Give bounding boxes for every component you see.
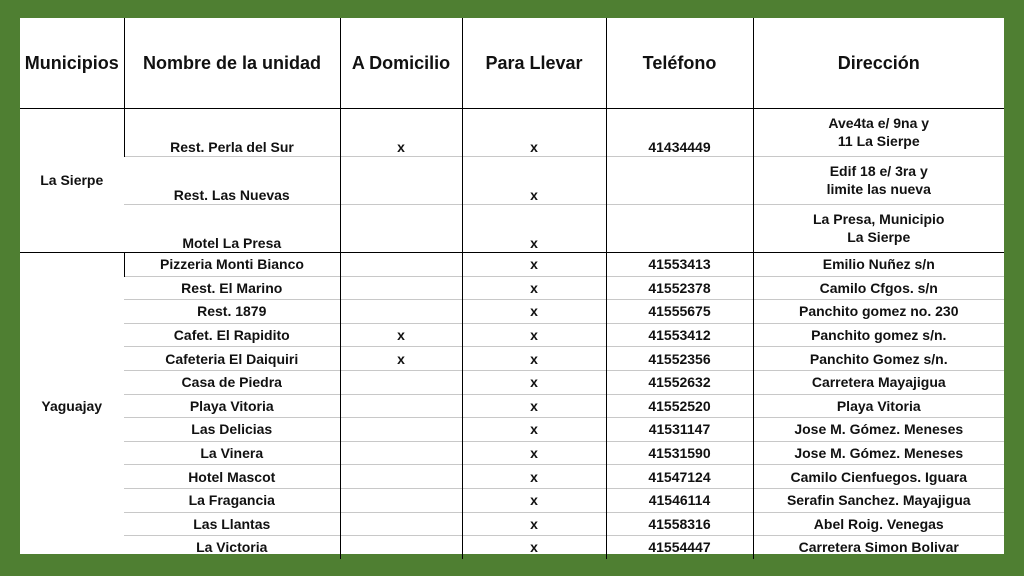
direccion-line: La Presa, Municipio [813,211,945,227]
nombre-cell: Las Delicias [124,418,340,442]
table-row [20,205,1004,253]
direccion-line: limite las nueva [826,181,931,197]
direccion-cell [753,205,1004,253]
telefono-cell: 41552356 [606,347,753,371]
direccion-cell [753,276,1004,300]
llevar-cell: x [462,418,606,442]
nombre-cell: La Vinera [124,441,340,465]
llevar-cell: x [462,536,606,559]
direccion-line: Jose M. Gómez. Meneses [794,421,964,438]
municipio-cell: Yaguajay [20,253,124,559]
nombre-cell: La Victoria [124,536,340,559]
direccion-line: 11 La Sierpe [837,133,920,149]
domicilio-cell [340,441,462,465]
direccion-line: Emilio Nuñez s/n [822,256,935,273]
header-telefono: Teléfono [606,18,753,109]
llevar-cell: x [462,157,606,205]
telefono-cell: 41555675 [606,300,753,324]
domicilio-cell: x [340,109,462,157]
table-row [20,418,1004,442]
nombre-cell: Cafeteria El Daiquiri [124,347,340,371]
direccion-cell [753,418,1004,442]
llevar-cell: x [462,253,606,277]
table-row [20,347,1004,371]
domicilio-cell [340,465,462,489]
telefono-cell: 41531590 [606,441,753,465]
header-municipio: Municipios [20,18,124,109]
direccion-cell [753,394,1004,418]
table-row [20,488,1004,512]
llevar-cell: x [462,300,606,324]
telefono-cell: 41552378 [606,276,753,300]
nombre-cell: Rest. Perla del Sur [124,109,340,157]
telefono-cell: 41531147 [606,418,753,442]
domicilio-cell [340,536,462,559]
domicilio-cell [340,370,462,394]
direccion-cell [753,536,1004,559]
domicilio-cell: x [340,347,462,371]
llevar-cell: x [462,370,606,394]
nombre-cell: Rest. Las Nuevas [124,157,340,205]
telefono-cell: 41546114 [606,488,753,512]
direccion-line: Ave4ta e/ 9na y [828,115,930,131]
llevar-cell: x [462,512,606,536]
table-row [20,253,1004,277]
llevar-cell: x [462,441,606,465]
llevar-cell: x [462,276,606,300]
direccion-line: Edif 18 e/ 3ra y [829,163,928,179]
direccion-cell [753,512,1004,536]
direccion-line: Camilo Cfgos. s/n [819,279,938,296]
table-row [20,370,1004,394]
telefono-cell: 41553413 [606,253,753,277]
direccion-cell [753,370,1004,394]
nombre-cell: Pizzeria Monti Bianco [124,253,340,277]
llevar-cell: x [462,488,606,512]
table-row [20,300,1004,324]
nombre-cell: Rest. 1879 [124,300,340,324]
telefono-cell [606,157,753,205]
domicilio-cell [340,253,462,277]
telefono-cell: 41554447 [606,536,753,559]
direccion-line: Panchito gomez no. 230 [799,303,959,320]
table-row [20,465,1004,489]
direccion-cell [753,323,1004,347]
nombre-cell: Rest. El Marino [124,276,340,300]
table-row [20,109,1004,157]
domicilio-cell [340,488,462,512]
table-row [20,512,1004,536]
direccion-line: Jose M. Gómez. Meneses [794,445,964,462]
header-direccion: Dirección [753,18,1004,109]
units-table [20,18,1004,559]
nombre-cell: Las Llantas [124,512,340,536]
nombre-cell: Casa de Piedra [124,370,340,394]
table-body [20,109,1004,559]
domicilio-cell [340,512,462,536]
direccion-cell [753,300,1004,324]
llevar-cell: x [462,347,606,371]
llevar-cell: x [462,205,606,253]
llevar-cell: x [462,323,606,347]
direccion-cell [753,488,1004,512]
header-domicilio: A Domicilio [340,18,462,109]
telefono-cell: 41434449 [606,109,753,157]
table-row [20,441,1004,465]
direccion-line: Panchito gomez s/n. [811,327,947,344]
domicilio-cell [340,205,462,253]
domicilio-cell [340,276,462,300]
telefono-cell: 41552632 [606,370,753,394]
telefono-cell [606,205,753,253]
direccion-line: La Sierpe [847,229,911,245]
header-nombre: Nombre de la unidad [124,18,340,109]
direccion-cell [753,441,1004,465]
header-row [20,18,1004,109]
domicilio-cell: x [340,323,462,347]
llevar-cell: x [462,109,606,157]
direccion-cell [753,253,1004,277]
direccion-cell [753,109,1004,157]
domicilio-cell [340,157,462,205]
direccion-cell [753,157,1004,205]
llevar-cell: x [462,394,606,418]
nombre-cell: Playa Vitoria [124,394,340,418]
table-row [20,276,1004,300]
telefono-cell: 41553412 [606,323,753,347]
domicilio-cell [340,394,462,418]
direccion-line: Carretera Simon Bolivar [798,539,959,556]
nombre-cell: Cafet. El Rapidito [124,323,340,347]
direccion-line: Serafin Sanchez. Mayajigua [786,492,971,509]
domicilio-cell [340,418,462,442]
direccion-cell [753,465,1004,489]
telefono-cell: 41558316 [606,512,753,536]
nombre-cell: Hotel Mascot [124,465,340,489]
table-row [20,157,1004,205]
direccion-line: Panchito Gomez s/n. [809,350,948,367]
header-llevar: Para Llevar [462,18,606,109]
direccion-line: Playa Vitoria [836,397,921,414]
domicilio-cell [340,300,462,324]
direccion-line: Abel Roig. Venegas [813,515,944,532]
table-row [20,536,1004,559]
nombre-cell: Motel La Presa [124,205,340,253]
nombre-cell: La Fragancia [124,488,340,512]
municipio-cell: La Sierpe [40,172,104,188]
table-row [20,394,1004,418]
direccion-line: Camilo Cienfuegos. Iguara [790,468,968,485]
table-sheet [20,18,1004,554]
telefono-cell: 41552520 [606,394,753,418]
telefono-cell: 41547124 [606,465,753,489]
direccion-cell [753,347,1004,371]
table-row [20,323,1004,347]
llevar-cell: x [462,465,606,489]
direccion-line: Carretera Mayajigua [811,374,946,391]
